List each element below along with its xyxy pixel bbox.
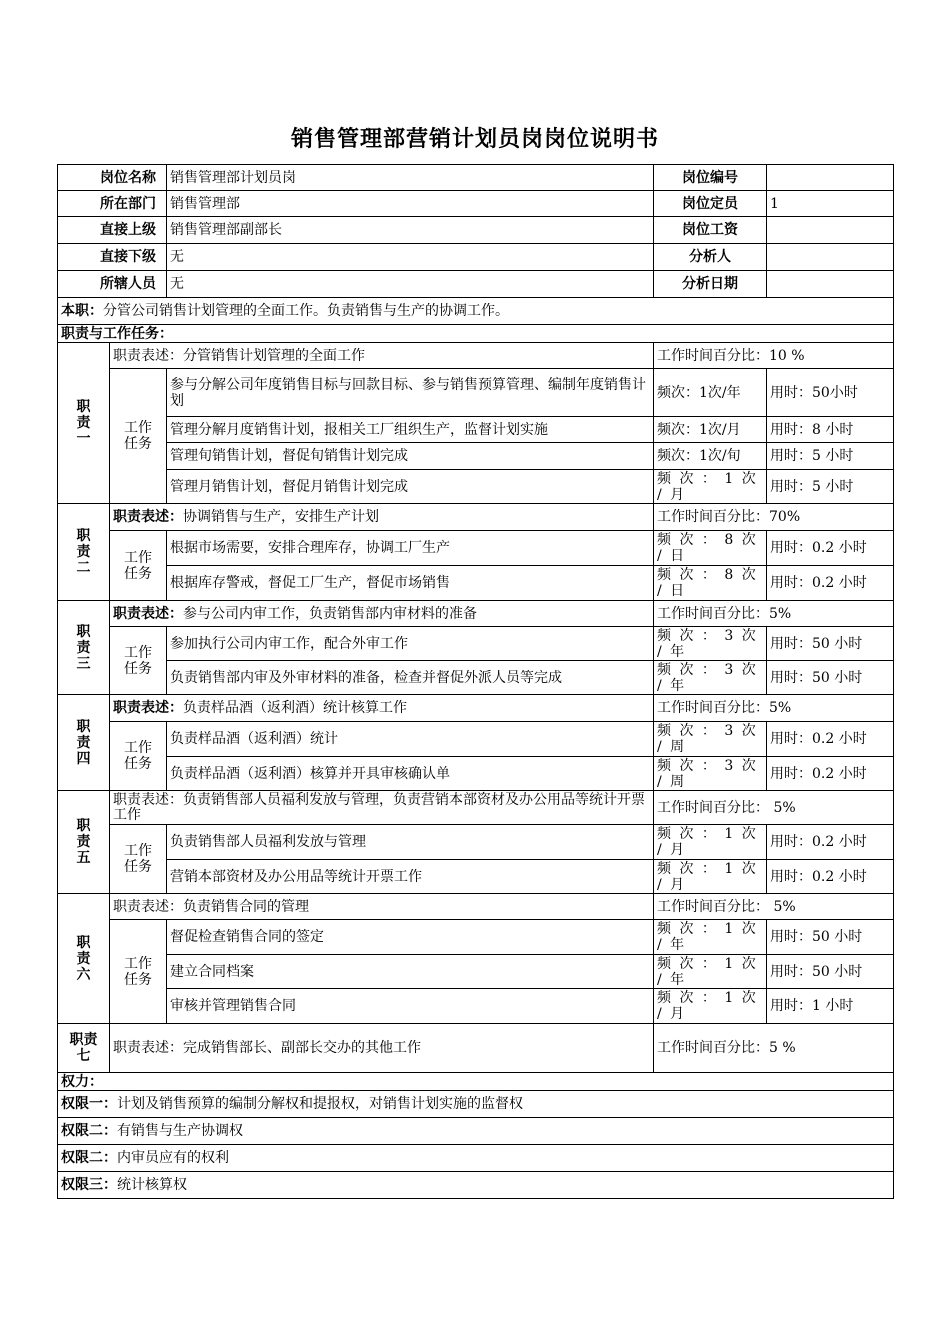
- info-value: 1: [767, 191, 894, 217]
- task-label: 工作任务: [110, 369, 167, 504]
- duty-description: 职责表述：负责销售合同的管理: [110, 894, 654, 920]
- task-row: [58, 955, 894, 989]
- task-text: 建立合同档案: [167, 955, 654, 989]
- task-time: 用时：0.2 小时: [767, 860, 894, 894]
- rights-row: [58, 1172, 894, 1199]
- task-time: 用时：50 小时: [767, 661, 894, 695]
- task-text: 参与分解公司年度销售目标与回款目标、参与销售预算管理、编制年度销售计划: [167, 369, 654, 417]
- task-row: [58, 920, 894, 955]
- task-frequency: 频 次 ： 3 次 / 年: [654, 661, 767, 695]
- task-label: 工作任务: [110, 722, 167, 791]
- task-text: 参加执行公司内审工作，配合外审工作: [167, 627, 654, 661]
- duty-description: 职责表述：协调销售与生产，安排生产计划: [110, 504, 654, 531]
- info-value: 无: [167, 244, 654, 271]
- duty-description: 职责表述：分管销售计划管理的全面工作: [110, 343, 654, 369]
- task-frequency: 频 次 ： 8 次 / 日: [654, 566, 767, 601]
- duty-percent: 工作时间百分比：5%: [654, 601, 894, 627]
- task-text: 根据库存警戒，督促工厂生产，督促市场销售: [167, 566, 654, 601]
- info-label: 岗位名称: [58, 165, 167, 191]
- info-value: [767, 244, 894, 271]
- task-time: 用时：50 小时: [767, 920, 894, 955]
- task-text: 督促检查销售合同的签定: [167, 920, 654, 955]
- rights-cell: 权限二：有销售与生产协调权: [58, 1118, 894, 1145]
- info-row: [58, 165, 894, 191]
- task-row: [58, 627, 894, 661]
- task-frequency: 频次：1次/年: [654, 369, 767, 417]
- job-description-table: [57, 164, 894, 1199]
- info-label: 岗位工资: [654, 217, 767, 244]
- task-text: 管理分解月度销售计划，报相关工厂组织生产，监督计划实施: [167, 417, 654, 443]
- task-time: 用时：1 小时: [767, 989, 894, 1024]
- task-time: 用时：0.2 小时: [767, 757, 894, 791]
- task-row: [58, 661, 894, 695]
- duty-name: 职责六: [58, 894, 110, 1024]
- info-value: [767, 271, 894, 298]
- task-frequency: 频 次 ： 1 次 / 年: [654, 920, 767, 955]
- duty-percent: 工作时间百分比： 5%: [654, 791, 894, 825]
- task-frequency: 频 次 ： 3 次 / 年: [654, 627, 767, 661]
- page-title: 销售管理部营销计划员岗岗位说明书: [290, 127, 659, 152]
- task-label: 工作任务: [110, 920, 167, 1024]
- task-time: 用时：50 小时: [767, 627, 894, 661]
- task-row: [58, 989, 894, 1024]
- duty-row: [58, 791, 894, 825]
- task-row: [58, 757, 894, 791]
- rights-cell: 权限一：计划及销售预算的编制分解权和提报权，对销售计划实施的监督权: [58, 1091, 894, 1118]
- task-time: 用时：50小时: [767, 369, 894, 417]
- rights-row: [58, 1145, 894, 1172]
- task-row: [58, 860, 894, 894]
- summary-row: [58, 298, 894, 325]
- task-frequency: 频 次 ： 1 次 / 月: [654, 825, 767, 860]
- rights-header: 权力：: [58, 1073, 894, 1091]
- info-value: [767, 217, 894, 244]
- rights-cell: 权限三：统计核算权: [58, 1172, 894, 1199]
- info-label: 岗位定员: [654, 191, 767, 217]
- info-row: [58, 271, 894, 298]
- task-text: 负责销售部人员福利发放与管理: [167, 825, 654, 860]
- duty-name: 职责三: [58, 601, 110, 695]
- summary-text: 分管公司销售计划管理的全面工作。负责销售与生产的协调工作。: [103, 303, 509, 319]
- task-text: 管理旬销售计划，督促旬销售计划完成: [167, 443, 654, 470]
- info-value: 销售管理部: [167, 191, 654, 217]
- task-frequency: 频次：1次/旬: [654, 443, 767, 470]
- task-text: 审核并管理销售合同: [167, 989, 654, 1024]
- duty-name: 职责一: [58, 343, 110, 504]
- task-time: 用时：5 小时: [767, 470, 894, 504]
- task-frequency: 频 次 ： 1 次 / 月: [654, 989, 767, 1024]
- task-row: [58, 417, 894, 443]
- task-frequency: 频 次 ： 8 次 / 日: [654, 531, 767, 566]
- task-row: [58, 443, 894, 470]
- task-label: 工作任务: [110, 825, 167, 894]
- task-row: [58, 369, 894, 417]
- duty-name: 职责五: [58, 791, 110, 894]
- duty-percent: 工作时间百分比： 5%: [654, 894, 894, 920]
- task-frequency: 频 次 ： 1 次 / 月: [654, 860, 767, 894]
- task-row: [58, 825, 894, 860]
- info-row: [58, 217, 894, 244]
- task-time: 用时：50 小时: [767, 955, 894, 989]
- duty-description: 职责表述：负责样品酒（返利酒）统计核算工作: [110, 695, 654, 722]
- task-time: 用时：5 小时: [767, 443, 894, 470]
- task-row: [58, 470, 894, 504]
- duty-name: 职责四: [58, 695, 110, 791]
- task-frequency: 频 次 ： 1 次 / 月: [654, 470, 767, 504]
- duties-header-row: [58, 325, 894, 343]
- duty-row: [58, 695, 894, 722]
- task-time: 用时：0.2 小时: [767, 531, 894, 566]
- duty-row: [58, 894, 894, 920]
- info-row: [58, 191, 894, 217]
- duty-name: 职责二: [58, 504, 110, 601]
- duty-name: 职责七: [58, 1024, 110, 1073]
- task-time: 用时：0.2 小时: [767, 825, 894, 860]
- task-row: [58, 566, 894, 601]
- summary-label: 本职：: [61, 303, 103, 319]
- duty-description: 职责表述：完成销售部长、副部长交办的其他工作: [110, 1024, 654, 1073]
- task-label: 工作任务: [110, 627, 167, 695]
- task-frequency: 频 次 ： 3 次 / 周: [654, 722, 767, 757]
- duty-percent: 工作时间百分比：70%: [654, 504, 894, 531]
- info-label: 直接下级: [58, 244, 167, 271]
- info-label: 分析人: [654, 244, 767, 271]
- duty-description: 职责表述：负责销售部人员福利发放与管理，负责营销本部资材及办公用品等统计开票工作: [110, 791, 654, 825]
- task-text: 负责样品酒（返利酒）核算并开具审核确认单: [167, 757, 654, 791]
- task-row: [58, 722, 894, 757]
- task-frequency: 频 次 ： 1 次 / 年: [654, 955, 767, 989]
- task-time: 用时：0.2 小时: [767, 566, 894, 601]
- info-label: 所辖人员: [58, 271, 167, 298]
- info-label: 所在部门: [58, 191, 167, 217]
- duty-row: [58, 504, 894, 531]
- task-text: 管理月销售计划，督促月销售计划完成: [167, 470, 654, 504]
- task-row: [58, 531, 894, 566]
- duty-percent: 工作时间百分比：5 %: [654, 1024, 894, 1073]
- info-label: 岗位编号: [654, 165, 767, 191]
- task-text: 负责销售部内审及外审材料的准备，检查并督促外派人员等完成: [167, 661, 654, 695]
- task-text: 根据市场需要，安排合理库存，协调工厂生产: [167, 531, 654, 566]
- info-value: 销售管理部计划员岗: [167, 165, 654, 191]
- summary-cell: [58, 298, 894, 325]
- rights-row: [58, 1091, 894, 1118]
- rights-row: [58, 1118, 894, 1145]
- duty-description: 职责表述：参与公司内审工作，负责销售部内审材料的准备: [110, 601, 654, 627]
- info-row: [58, 244, 894, 271]
- task-time: 用时：0.2 小时: [767, 722, 894, 757]
- rights-cell: 权限二：内审员应有的权利: [58, 1145, 894, 1172]
- task-label: 工作任务: [110, 531, 167, 601]
- duties-header: 职责与工作任务：: [58, 325, 894, 343]
- duty-row: [58, 1024, 894, 1073]
- task-frequency: 频 次 ： 3 次 / 周: [654, 757, 767, 791]
- info-value: 无: [167, 271, 654, 298]
- duty-percent: 工作时间百分比：10 %: [654, 343, 894, 369]
- duty-row: [58, 343, 894, 369]
- task-time: 用时：8 小时: [767, 417, 894, 443]
- info-value: [767, 165, 894, 191]
- task-frequency: 频次：1次/月: [654, 417, 767, 443]
- info-label: 分析日期: [654, 271, 767, 298]
- rights-header-row: [58, 1073, 894, 1091]
- task-text: 负责样品酒（返利酒）统计: [167, 722, 654, 757]
- info-value: 销售管理部副部长: [167, 217, 654, 244]
- info-label: 直接上级: [58, 217, 167, 244]
- duty-percent: 工作时间百分比：5%: [654, 695, 894, 722]
- duty-row: [58, 601, 894, 627]
- task-text: 营销本部资材及办公用品等统计开票工作: [167, 860, 654, 894]
